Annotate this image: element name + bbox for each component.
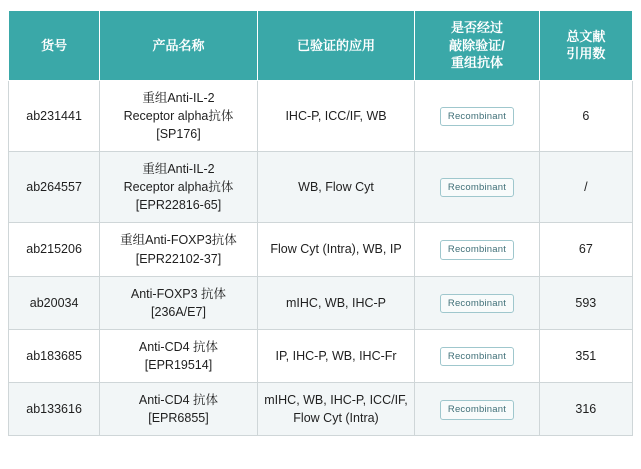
column-header-citations bbox=[539, 11, 632, 81]
product-name-line-3: [SP176] bbox=[156, 126, 201, 141]
status-badge: Recombinant bbox=[440, 107, 514, 127]
product-name-line-2: Receptor alpha抗体 bbox=[123, 108, 234, 123]
product-name-line-2: Receptor alpha抗体 bbox=[123, 180, 234, 195]
status-badge: Recombinant bbox=[440, 347, 514, 367]
cell-applications: IP, IHC-P, WB, IHC-Fr bbox=[257, 329, 415, 382]
cell-catalog-number: ab133616 bbox=[9, 383, 100, 436]
cell-product-name bbox=[100, 80, 258, 151]
table-body bbox=[9, 80, 633, 436]
column-header-ko-validation bbox=[415, 11, 539, 81]
cell-catalog-number: ab183685 bbox=[9, 329, 100, 382]
column-header-product-name: 产品名称 bbox=[100, 11, 258, 81]
cell-product-name bbox=[100, 276, 258, 329]
status-badge: Recombinant bbox=[440, 400, 514, 420]
product-table bbox=[8, 10, 633, 436]
column-header-validated-applications: 已验证的应用 bbox=[257, 11, 415, 81]
table-row bbox=[9, 223, 633, 276]
product-name-line-2: [EPR6855] bbox=[148, 411, 209, 426]
product-name-line-1: Anti-CD4 抗体 bbox=[138, 339, 219, 354]
citations-header-line-2: 引用数 bbox=[566, 46, 606, 62]
cell-citations: 67 bbox=[539, 223, 632, 276]
cell-citations: / bbox=[539, 152, 632, 223]
status-badge: Recombinant bbox=[440, 294, 514, 314]
product-name-line-1: 重组Anti-IL-2 bbox=[142, 90, 215, 105]
table-row bbox=[9, 276, 633, 329]
cell-catalog-number: ab215206 bbox=[9, 223, 100, 276]
ko-header-line-3: 重组抗体 bbox=[450, 55, 503, 71]
cell-citations: 351 bbox=[539, 329, 632, 382]
product-name-line-1: Anti-CD4 抗体 bbox=[138, 393, 219, 408]
citations-header-line-1: 总文献 bbox=[566, 28, 606, 44]
product-name-line-1: 重组Anti-FOXP3抗体 bbox=[120, 233, 237, 248]
ko-header-line-2: 敲除验证/ bbox=[449, 37, 505, 53]
cell-product-name bbox=[100, 223, 258, 276]
product-name-line-2: [EPR19514] bbox=[144, 358, 213, 373]
cell-validation bbox=[415, 383, 539, 436]
cell-citations: 6 bbox=[539, 80, 632, 151]
cell-product-name bbox=[100, 329, 258, 382]
cell-validation bbox=[415, 80, 539, 151]
cell-catalog-number: ab231441 bbox=[9, 80, 100, 151]
product-name-line-1: Anti-FOXP3 抗体 bbox=[130, 286, 227, 301]
product-name-line-2: [EPR22102-37] bbox=[135, 251, 222, 266]
product-name-line-2: [236A/E7] bbox=[151, 304, 206, 319]
table-row bbox=[9, 80, 633, 151]
cell-product-name bbox=[100, 152, 258, 223]
cell-citations: 593 bbox=[539, 276, 632, 329]
table-row bbox=[9, 329, 633, 382]
cell-validation bbox=[415, 152, 539, 223]
cell-validation bbox=[415, 329, 539, 382]
table-row bbox=[9, 383, 633, 436]
product-name-line-3: [EPR22816-65] bbox=[135, 198, 222, 213]
table-header-row bbox=[9, 11, 633, 81]
cell-citations: 316 bbox=[539, 383, 632, 436]
cell-applications: IHC-P, ICC/IF, WB bbox=[257, 80, 415, 151]
column-header-catalog-number: 货号 bbox=[9, 11, 100, 81]
status-badge: Recombinant bbox=[440, 178, 514, 198]
cell-catalog-number: ab264557 bbox=[9, 152, 100, 223]
table-header bbox=[9, 11, 633, 81]
ko-header-line-1: 是否经过 bbox=[450, 20, 503, 35]
cell-applications: mIHC, WB, IHC-P, ICC/IF, Flow Cyt (Intra) bbox=[257, 383, 415, 436]
table-row bbox=[9, 152, 633, 223]
cell-product-name bbox=[100, 383, 258, 436]
cell-applications: WB, Flow Cyt bbox=[257, 152, 415, 223]
cell-catalog-number: ab20034 bbox=[9, 276, 100, 329]
cell-applications: Flow Cyt (Intra), WB, IP bbox=[257, 223, 415, 276]
cell-validation bbox=[415, 276, 539, 329]
status-badge: Recombinant bbox=[440, 240, 514, 260]
cell-validation bbox=[415, 223, 539, 276]
cell-applications: mIHC, WB, IHC-P bbox=[257, 276, 415, 329]
product-name-line-1: 重组Anti-IL-2 bbox=[142, 162, 215, 177]
